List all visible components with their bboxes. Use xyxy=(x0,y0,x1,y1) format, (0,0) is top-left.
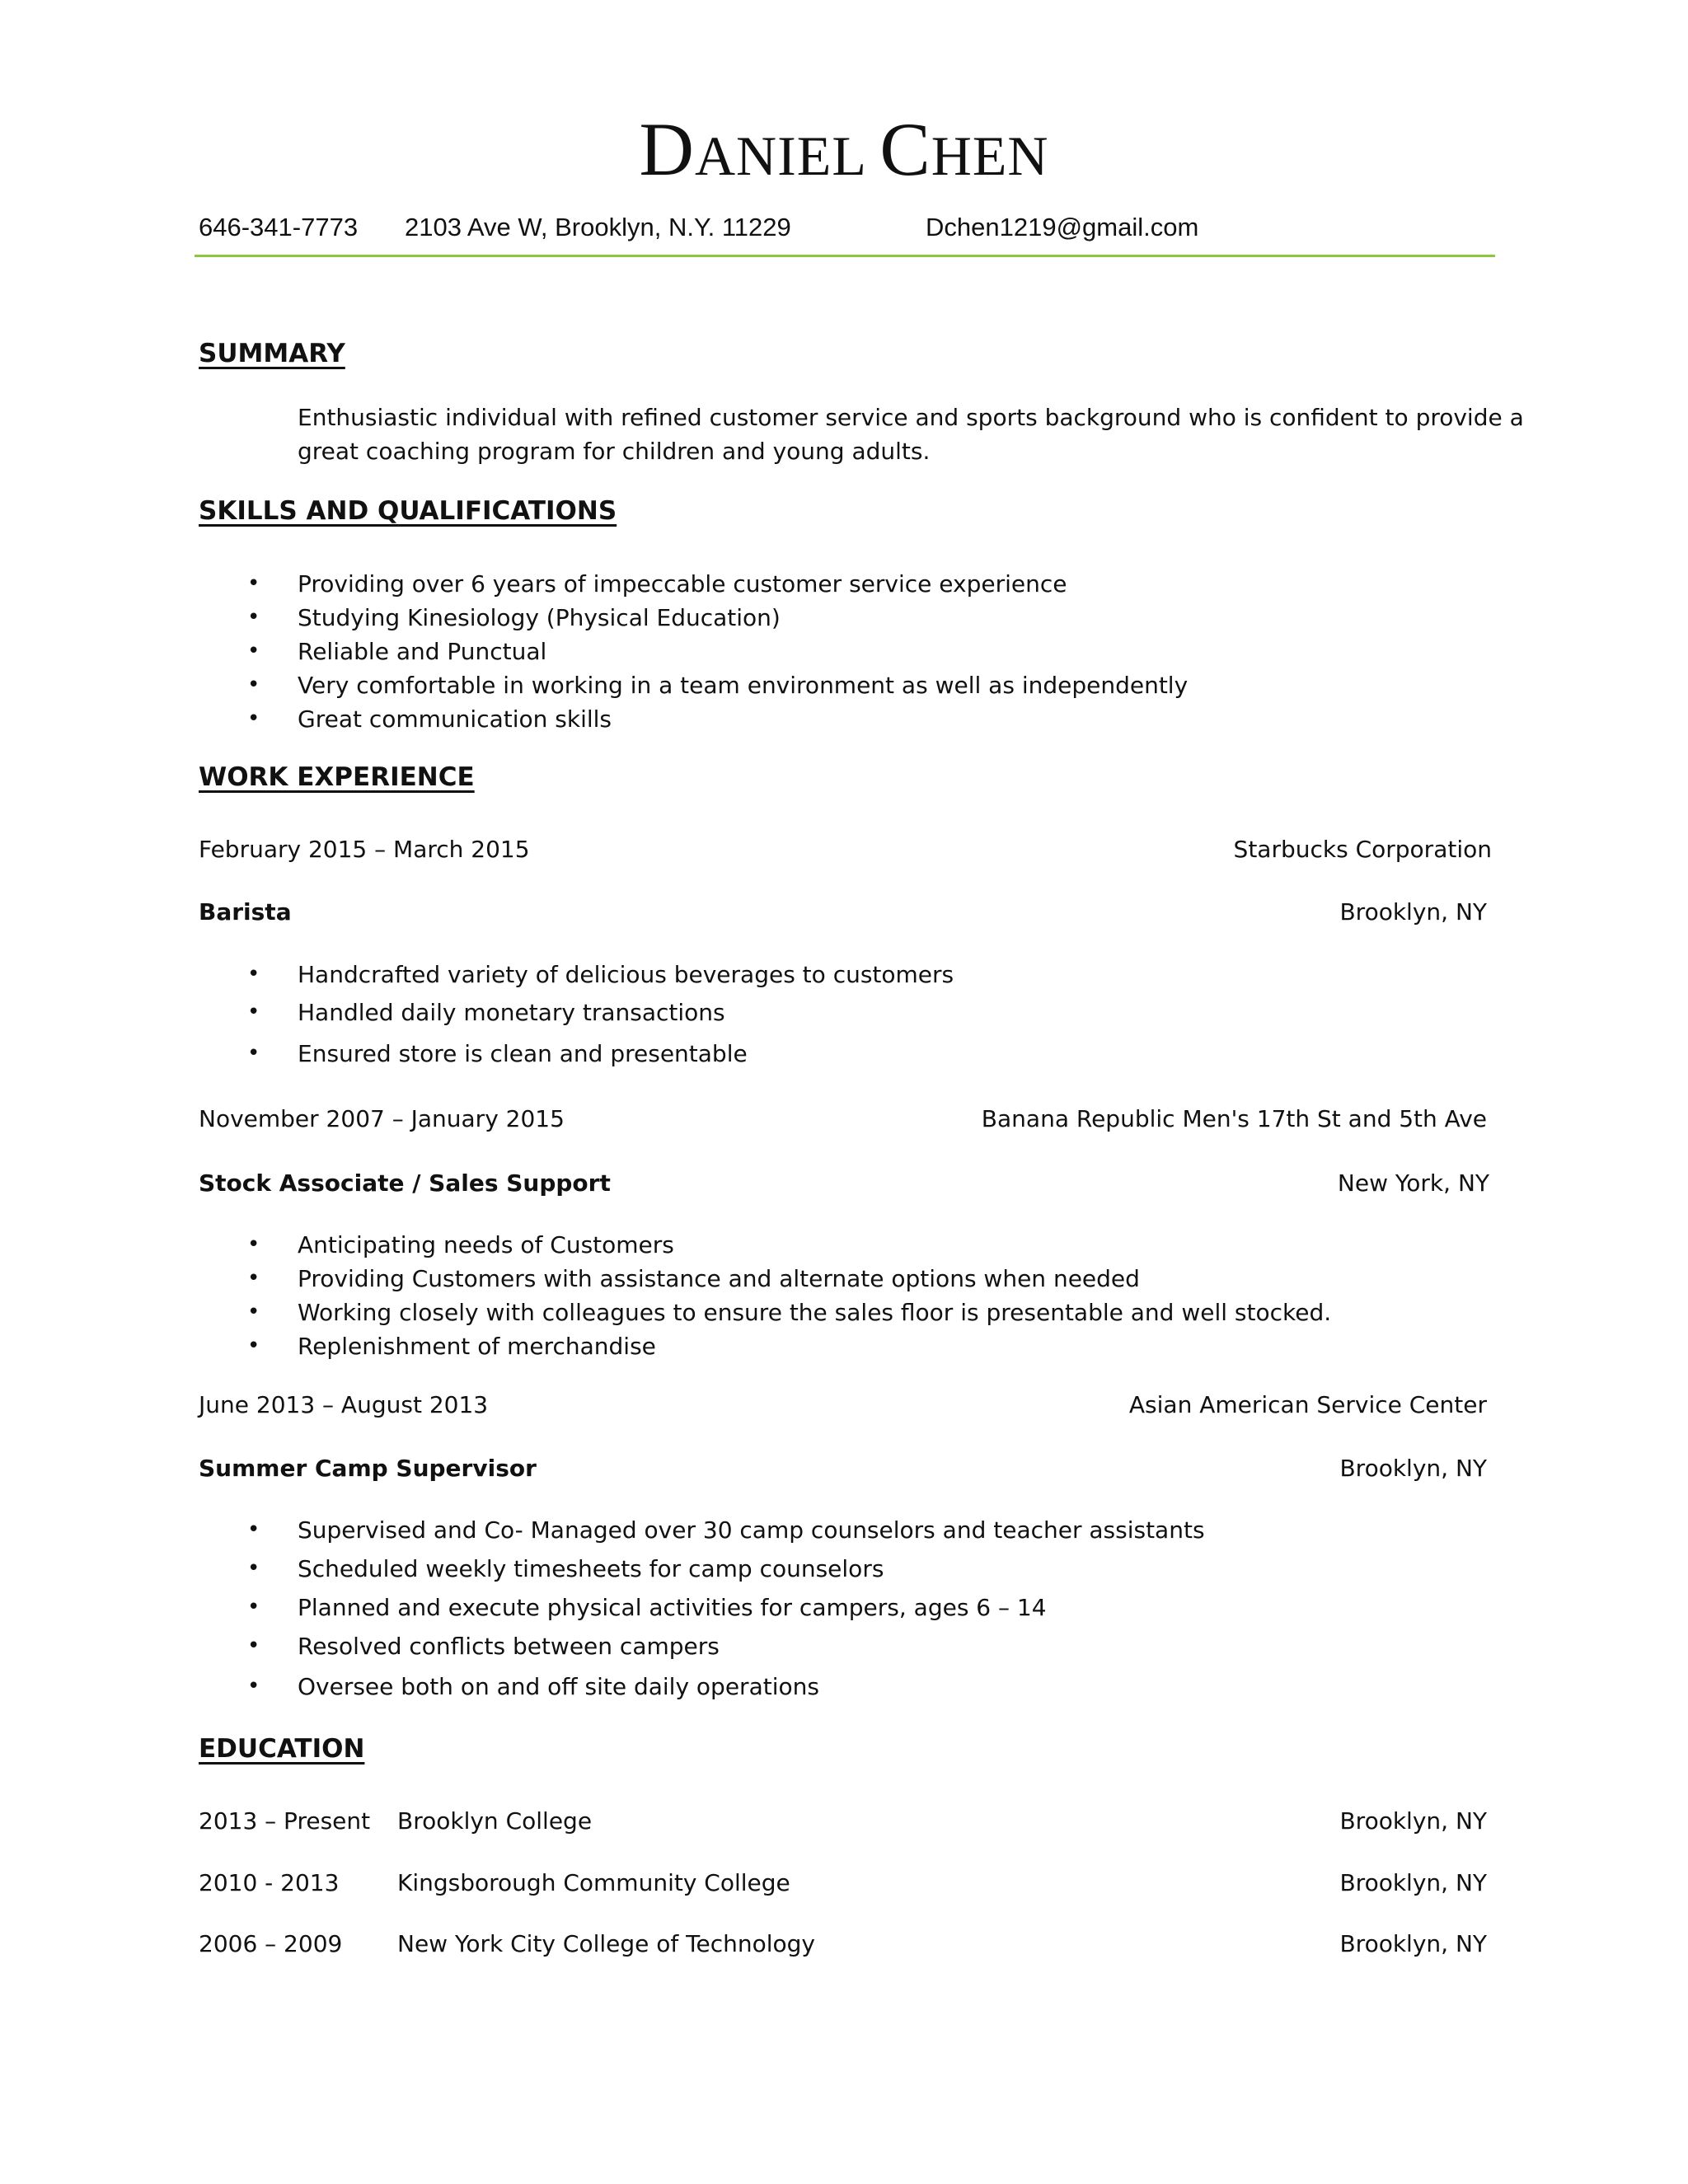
name-last-initial: C xyxy=(879,107,931,191)
education-school: Brooklyn College xyxy=(397,1807,593,1835)
job-dates: February 2015 – March 2015 xyxy=(199,836,530,863)
bullet-marker: • xyxy=(247,962,260,987)
job-company: Asian American Service Center xyxy=(1128,1391,1487,1418)
job-title: Barista xyxy=(199,898,292,926)
job-dates: November 2007 – January 2015 xyxy=(199,1105,565,1132)
education-location: Brooklyn, NY xyxy=(1339,1807,1487,1835)
bullet-marker: • xyxy=(247,571,260,596)
bullet-marker: • xyxy=(247,1266,260,1291)
education-years: 2013 – Present xyxy=(199,1807,371,1835)
summary-line: great coaching program for children and young adults. xyxy=(298,438,931,465)
bullet-marker: • xyxy=(247,706,260,731)
resume-name xyxy=(0,105,1688,193)
name-first-rest: ANIEL xyxy=(694,124,865,187)
job-title: Stock Associate / Sales Support xyxy=(199,1169,611,1197)
contact-email: Dchen1219@gmail.com xyxy=(926,213,1199,241)
bullet-marker: • xyxy=(247,1333,260,1358)
bullet-marker: • xyxy=(247,1517,260,1542)
education-location: Brooklyn, NY xyxy=(1339,1930,1487,1957)
skill-item: Reliable and Punctual xyxy=(298,638,547,665)
bullet-marker: • xyxy=(247,1232,260,1257)
name-first-initial: D xyxy=(639,107,695,191)
job-bullet: Handled daily monetary transactions xyxy=(298,999,725,1026)
work-heading: WORK EXPERIENCE xyxy=(199,762,475,792)
job-company: Banana Republic Men's 17th St and 5th Ave xyxy=(981,1105,1487,1132)
name-last-rest: HEN xyxy=(931,124,1049,187)
job-dates: June 2013 – August 2013 xyxy=(199,1391,489,1418)
job-bullet: Ensured store is clean and presentable xyxy=(298,1040,748,1067)
job-company: Starbucks Corporation xyxy=(1233,836,1492,863)
bullet-marker: • xyxy=(247,673,260,697)
job-bullet: Resolved conflicts between campers xyxy=(298,1633,720,1660)
job-bullet: Providing Customers with assistance and alternate options when needed xyxy=(298,1265,1140,1292)
contact-address: 2103 Ave W, Brooklyn, N.Y. 11229 xyxy=(405,213,791,241)
education-location: Brooklyn, NY xyxy=(1339,1869,1487,1896)
bullet-marker: • xyxy=(247,1041,260,1066)
skill-item: Great communication skills xyxy=(298,705,612,733)
education-school: New York City College of Technology xyxy=(397,1930,815,1957)
bullet-marker: • xyxy=(247,1595,260,1619)
header-divider xyxy=(195,255,1495,257)
bullet-marker: • xyxy=(247,1300,260,1324)
job-bullet: Supervised and Co- Managed over 30 camp counselors and teacher assistants xyxy=(298,1516,1205,1544)
summary-heading: SUMMARY xyxy=(199,339,345,368)
skill-item: Studying Kinesiology (Physical Education) xyxy=(298,604,781,631)
bullet-marker: • xyxy=(247,1556,260,1581)
job-location: Brooklyn, NY xyxy=(1339,898,1487,926)
bullet-marker: • xyxy=(247,1674,260,1699)
bullet-marker: • xyxy=(247,639,260,663)
job-bullet: Scheduled weekly timesheets for camp counselors xyxy=(298,1555,884,1582)
bullet-marker: • xyxy=(247,1000,260,1024)
education-years: 2006 – 2009 xyxy=(199,1930,343,1957)
job-title: Summer Camp Supervisor xyxy=(199,1455,537,1482)
bullet-marker: • xyxy=(247,1633,260,1658)
bullet-marker: • xyxy=(247,605,260,630)
job-bullet: Planned and execute physical activities for campers, ages 6 – 14 xyxy=(298,1594,1047,1621)
job-bullet: Anticipating needs of Customers xyxy=(298,1231,674,1258)
contact-phone: 646-341-7773 xyxy=(199,213,359,241)
skill-item: Providing over 6 years of impeccable customer service experience xyxy=(298,570,1067,598)
job-location: Brooklyn, NY xyxy=(1339,1455,1487,1482)
summary-line: Enthusiastic individual with refined customer service and sports background who is confident to provide a xyxy=(298,404,1524,431)
education-heading: EDUCATION xyxy=(199,1734,365,1764)
education-years: 2010 - 2013 xyxy=(199,1869,340,1896)
job-location: New York, NY xyxy=(1337,1169,1489,1197)
skill-item: Very comfortable in working in a team environment as well as independently xyxy=(298,672,1189,699)
education-school: Kingsborough Community College xyxy=(397,1869,790,1896)
skills-heading: SKILLS AND QUALIFICATIONS xyxy=(199,496,617,526)
job-bullet: Oversee both on and off site daily operations xyxy=(298,1673,819,1700)
job-bullet: Replenishment of merchandise xyxy=(298,1333,656,1360)
job-bullet: Working closely with colleagues to ensure the sales floor is presentable and well stocked. xyxy=(298,1299,1332,1326)
job-bullet: Handcrafted variety of delicious beverages to customers xyxy=(298,961,954,988)
